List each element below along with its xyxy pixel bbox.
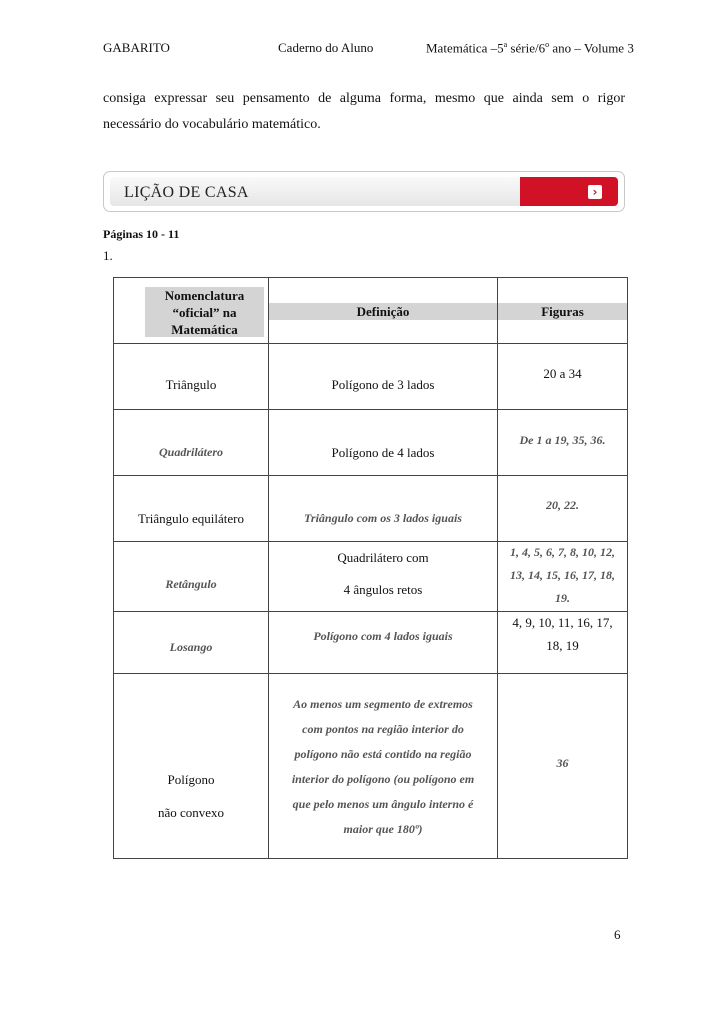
header-nomenclatura: Nomenclatura “oficial” na Matemática bbox=[145, 287, 264, 337]
header-volume: Matemática –5$^a$ série/6$^o$ ano – Volume 3 bbox=[426, 40, 634, 56]
row-3-figuras: 20, 22. bbox=[546, 498, 579, 512]
pages-label: Páginas 10 - 11 bbox=[103, 227, 180, 241]
chevron-right-icon: › bbox=[588, 185, 602, 199]
row-4-definicao: Quadrilátero com 4 ângulos retos bbox=[337, 550, 429, 597]
row-5-figuras: 4, 9, 10, 11, 16, 17, 18, 19 bbox=[512, 615, 613, 653]
table-row bbox=[114, 612, 628, 674]
table-row bbox=[114, 476, 628, 542]
row-4-nome: Retângulo bbox=[165, 577, 217, 591]
row-3-nome: Triângulo equilátero bbox=[137, 511, 245, 526]
row-1-nome: Triângulo bbox=[165, 377, 217, 392]
header-caderno: Caderno do Aluno bbox=[278, 40, 374, 55]
table-row bbox=[114, 674, 628, 859]
intro-line-1: consiga expressar seu pensamento de alguma forma, mesmo que ainda sem o rigor bbox=[103, 91, 625, 106]
row-5-definicao: Polígono com 4 lados iguais bbox=[313, 629, 453, 643]
row-2-figuras: De 1 a 19, 35, 36. bbox=[519, 433, 606, 447]
row-4-figuras: 1, 4, 5, 6, 7, 8, 10, 12, 13, 14, 15, 16, 17, 18, 19. bbox=[510, 545, 615, 605]
nomenclature-table bbox=[113, 277, 628, 859]
row-1-definicao: Polígono de 3 lados bbox=[331, 377, 435, 392]
table-row bbox=[114, 344, 628, 410]
header-cell-figuras bbox=[498, 278, 628, 344]
header-cell-definicao bbox=[269, 278, 498, 344]
header-definicao: Definição bbox=[269, 303, 497, 320]
header-cell-nomenclatura bbox=[114, 278, 269, 344]
row-3-definicao: Triângulo com os 3 lados iguais bbox=[304, 511, 462, 525]
table-row bbox=[114, 542, 628, 612]
header-figuras: Figuras bbox=[498, 303, 627, 320]
row-6-figuras: 36 bbox=[556, 756, 569, 770]
licao-de-casa-banner bbox=[103, 171, 625, 212]
intro-line-2: necessário do vocabulário matemático. bbox=[103, 117, 321, 132]
row-6-definicao: Ao menos um segmento de extremos com pontos na região interior do polígono não está contido na região interior do polígono (ou polígono em que pelo menos um ângulo interno é maior que 180º) bbox=[291, 697, 475, 836]
header-gabarito: GABARITO bbox=[103, 40, 170, 55]
row-2-nome: Quadrilátero bbox=[158, 445, 223, 459]
table-header-row bbox=[114, 278, 628, 344]
row-5-nome: Losango bbox=[169, 640, 213, 654]
row-1-figuras: 20 a 34 bbox=[543, 366, 582, 381]
row-6-nome: Polígono não convexo bbox=[157, 772, 225, 820]
page-number: 6 bbox=[614, 927, 621, 942]
table-row bbox=[114, 410, 628, 476]
question-number: 1. bbox=[103, 248, 113, 263]
banner-title: LIÇÃO DE CASA bbox=[124, 184, 249, 201]
banner-red-tab bbox=[520, 177, 618, 206]
intro-paragraph bbox=[103, 86, 625, 138]
row-2-definicao: Polígono de 4 lados bbox=[331, 445, 435, 460]
